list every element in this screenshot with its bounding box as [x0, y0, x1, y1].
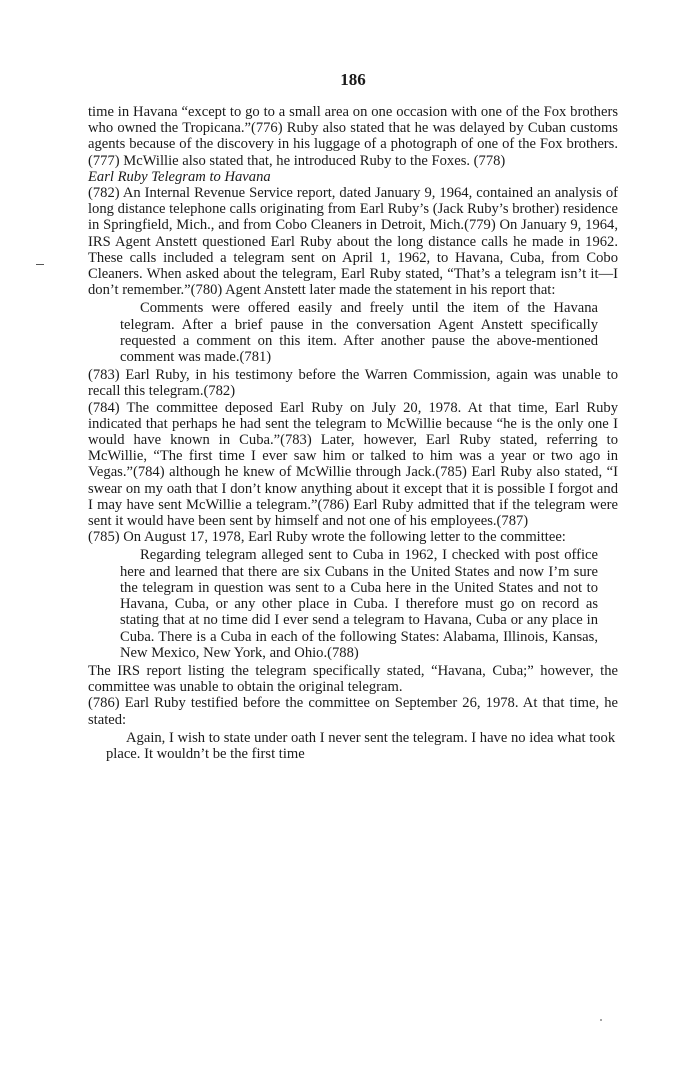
margin-dash-mark — [36, 264, 44, 265]
paragraph-783: (783) Earl Ruby, in his testimony before the Warren Commission, again was unable to recall this telegram.(782) — [88, 367, 618, 400]
paragraph-785: (785) On August 17, 1978, Earl Ruby wrote the following letter to the committee: — [88, 529, 566, 546]
block-quote-testimony: Again, I wish to state under oath I never sent the telegram. I have no idea what took place. It wouldn’t be the first time — [106, 729, 616, 762]
paragraph-irs-report: The IRS report listing the telegram specifically stated, “Havana, Cuba;” however, the committee was unable to obtain the original telegram. — [88, 662, 618, 696]
document-page — [88, 70, 618, 762]
paragraph-784: (784) The committee deposed Earl Ruby on July 20, 1978. At that time, Earl Ruby indicated that perhaps he had sent the telegram to McWillie because “he is the only one I would have known in Cuba.”(783) Later, however, Earl Ruby stated, referring to McWillie, “The first time I ever saw him or talked to him was a year or two ago in Vegas.”(784) although he knew of McWillie through Jack.(785) Earl Ruby also stated, “I swear on my oath that I don’t know anything about it except that it is possible I forgot and I may have sent McWillie a telegram.”(786) Earl Ruby admitted that if the telegram were sent it would have been sent by himself and not one of his employees.(787) — [88, 399, 618, 530]
section-heading: Earl Ruby Telegram to Havana — [88, 168, 271, 185]
page-number: 186 — [340, 70, 366, 89]
block-quote-letter: Regarding telegram alleged sent to Cuba in 1962, I checked with post office here and learned that there are six Cubans in the United States and now I’m sure the telegram in question was sent to a Cuba here in the United States and not to Havana, Cuba, or any other place in Cuba. I therefore must go on record as stating that at no time did I ever send a telegram to Havana, Cuba or any place in Cuba. There is a Cuba in each of the following States: Alabama, Illinois, Kansas, New Mexico, New York, and Ohio.(788) — [120, 547, 598, 661]
margin-dot-mark — [600, 1019, 602, 1021]
paragraph-havana-time: time in Havana “except to go to a small area on one occasion with one of the Fox brothers who owned the Tropicana.”(776) Ruby also stated that he was delayed by Cuban customs agents because of the discovery in his luggage of a photograph of one of the Fox brothers.(777) McWillie also stated that, he introduced Ruby to the Foxes. (778) — [88, 104, 618, 169]
block-quote-anstett: Comments were offered easily and freely until the item of the Havana telegram. After a brief pause in the conversation Agent Anstett specifically requested a comment on this item. After another pause the above-mentioned comment was made.(781) — [120, 300, 598, 366]
paragraph-786: (786) Earl Ruby testified before the committee on September 26, 1978. At that time, he stated: — [88, 695, 618, 728]
paragraph-782: (782) An Internal Revenue Service report, dated January 9, 1964, contained an analysis of long distance telephone calls originating from Earl Ruby’s (Jack Ruby’s brother) residence in Springfield, Mich., and from Cobo Cleaners in Detroit, Mich.(779) On January 9, 1964, IRS Agent Anstett questioned Earl Ruby about the long distance calls he made in 1962. These calls included a telegram sent on April 1, 1962, to Havana, Cuba, from Cobo Cleaners. When asked about the telegram, Earl Ruby stated, “That’s a telegram isn’t it—I don’t remember.”(780) Agent Anstett later made the statement in his report that: — [88, 185, 618, 299]
